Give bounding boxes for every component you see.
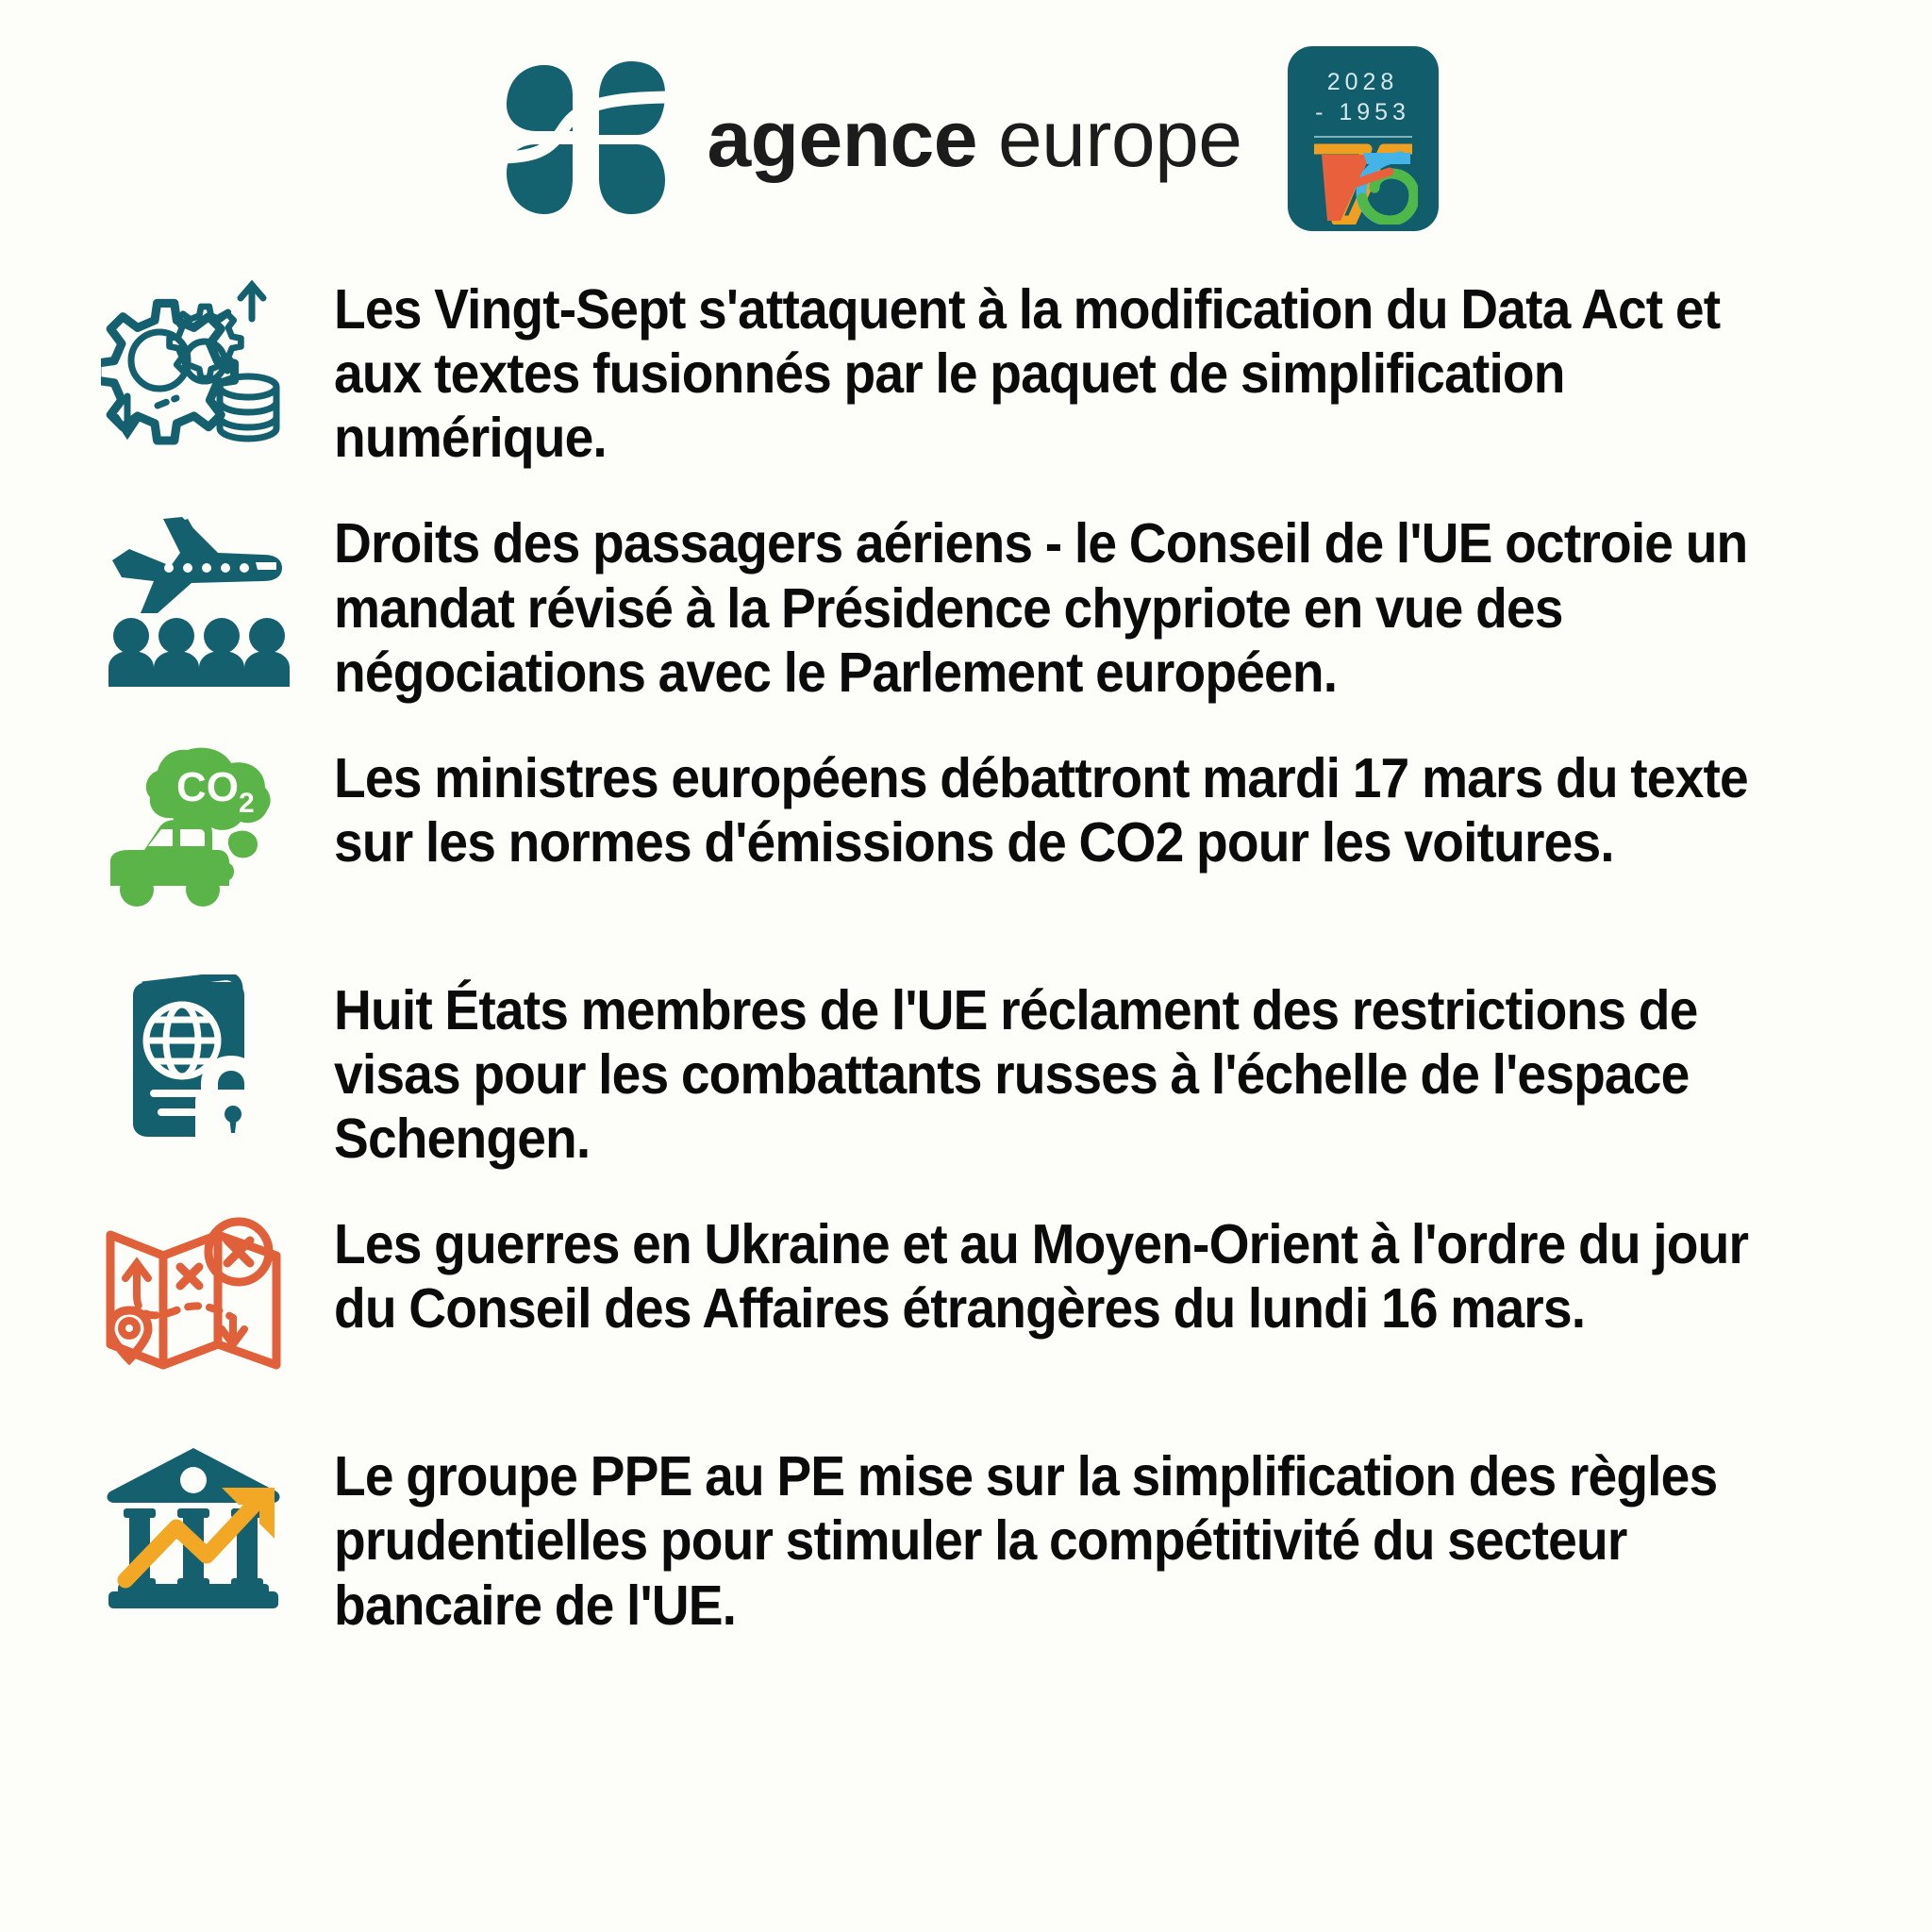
news-headline: Les Vingt-Sept s'attaquent à la modification du Data Act et aux textes fusionnés par le paquet de simplification numérique. [334, 278, 1721, 470]
news-headline: Les ministres européens débattront mardi 17 mars du texte sur les normes d'émissions de CO2 pour les voitures. [334, 746, 1748, 874]
badge-divider [1314, 136, 1412, 138]
map-route-warning-icon [91, 1203, 300, 1403]
wordmark-agence: agence [707, 94, 977, 183]
wordmark-europe: europe [997, 94, 1242, 183]
news-item[interactable] [91, 737, 1862, 937]
news-headline: Huit États membres de l'UE réclament des restrictions de visas pour les combattants russes à l'échelle de l'espace Schengen. [334, 978, 1698, 1171]
wordmark [707, 94, 1242, 183]
passport-lock-icon [91, 969, 300, 1169]
news-item[interactable] [91, 969, 1862, 1171]
masthead [0, 0, 1932, 253]
gears-data-arrows-icon [91, 268, 300, 468]
75-anniversary-icon [1308, 143, 1418, 225]
bank-growth-arrow-icon [91, 1435, 300, 1635]
news-item[interactable] [91, 1203, 1862, 1403]
news-item[interactable] [91, 268, 1862, 470]
agence-europe-petal-logo-icon [493, 59, 678, 218]
badge-year-start: - 1953 [1315, 99, 1410, 125]
news-list [0, 253, 1932, 1932]
badge-year-end: 2028 [1326, 69, 1399, 95]
co2-car-emissions-icon [91, 737, 300, 937]
svg-text:2: 2 [239, 787, 255, 819]
brand-block[interactable] [493, 59, 1241, 218]
news-item[interactable] [91, 1435, 1862, 1637]
news-headline: Droits des passagers aériens - le Conseil de l'UE octroie un mandat révisé à la Présidence chypriote en vue des négociations avec le Parlement européen. [334, 512, 1748, 704]
anniversary-badge [1288, 46, 1439, 231]
airplane-passengers-icon [91, 502, 300, 702]
news-headline: Le groupe PPE au PE mise sur la simplification des règles prudentielles pour stimuler la compétitivité du secteur bancaire de l'UE. [334, 1445, 1718, 1637]
svg-text:CO: CO [176, 763, 239, 810]
news-headline: Les guerres en Ukraine et au Moyen-Orient à l'ordre du jour du Conseil des Affaires étrangères du lundi 16 mars. [334, 1213, 1749, 1341]
news-item[interactable] [91, 502, 1862, 704]
